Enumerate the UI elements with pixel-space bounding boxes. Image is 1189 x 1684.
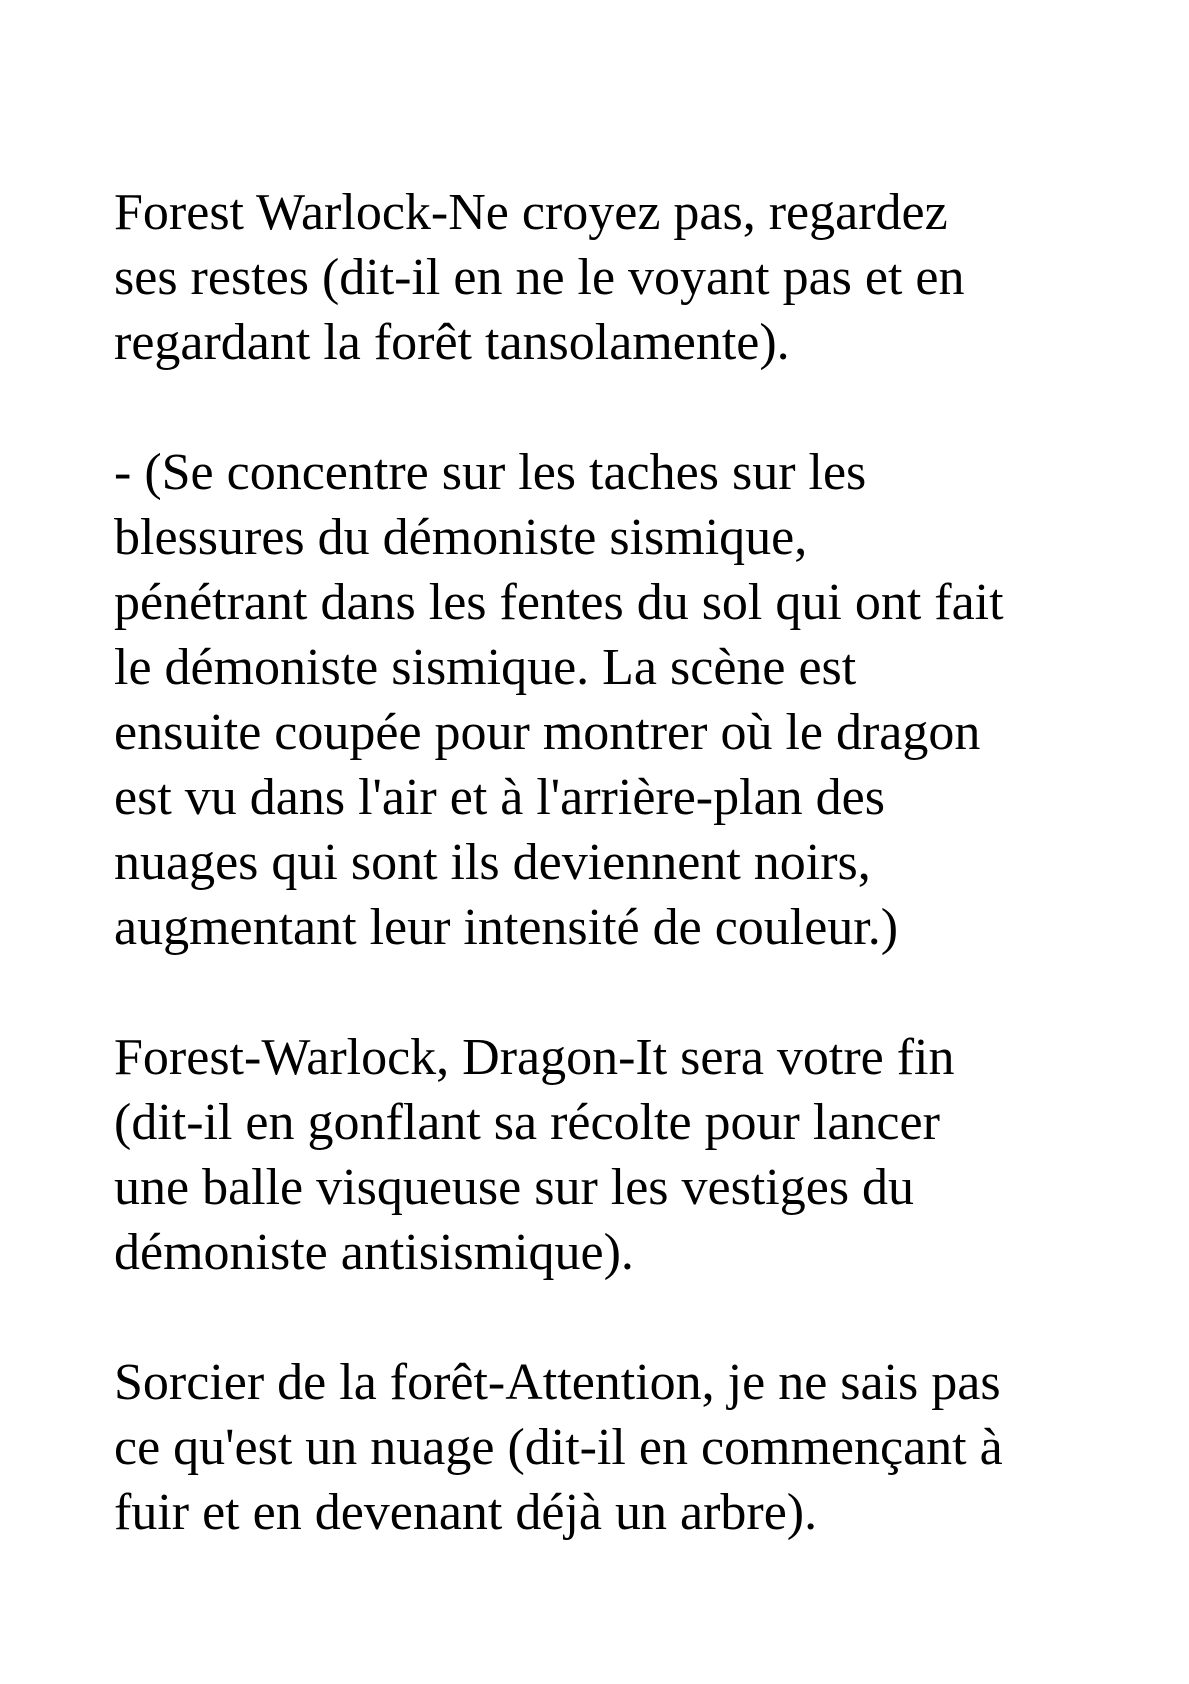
- text-line: Forest-Warlock, Dragon-It sera votre fin: [114, 1029, 955, 1086]
- text-line: démoniste antisismique).: [114, 1224, 634, 1281]
- paragraph-4: [114, 1350, 1114, 1545]
- text-line: le démoniste sismique. La scène est: [114, 639, 857, 696]
- text-line: est vu dans l'air et à l'arrière-plan des: [114, 769, 885, 826]
- text-line: ce qu'est un nuage (dit-il en commençant à: [114, 1419, 1003, 1476]
- text-line: (dit-il en gonflant sa récolte pour lancer: [114, 1094, 940, 1151]
- text-line: fuir et en devenant déjà un arbre).: [114, 1484, 818, 1541]
- text-line: regardant la forêt tansolamente).: [114, 314, 790, 371]
- paragraph-1: [114, 180, 1114, 375]
- text-line: ensuite coupée pour montrer où le dragon: [114, 704, 981, 761]
- paragraph-2: [114, 440, 1114, 960]
- text-line: Forest Warlock-Ne croyez pas, regardez: [114, 184, 948, 241]
- text-line: ses restes (dit-il en ne le voyant pas et en: [114, 249, 965, 306]
- text-line: blessures du démoniste sismique,: [114, 509, 808, 566]
- paragraph-3: [114, 1025, 1114, 1285]
- text-line: augmentant leur intensité de couleur.): [114, 899, 899, 956]
- text-line: pénétrant dans les fentes du sol qui ont fait: [114, 574, 1004, 631]
- text-line: - (Se concentre sur les taches sur les: [114, 444, 867, 501]
- document-body: [114, 180, 1114, 1610]
- text-line: nuages qui sont ils deviennent noirs,: [114, 834, 871, 891]
- text-line: une balle visqueuse sur les vestiges du: [114, 1159, 915, 1216]
- text-line: Sorcier de la forêt-Attention, je ne sais pas: [114, 1354, 1001, 1411]
